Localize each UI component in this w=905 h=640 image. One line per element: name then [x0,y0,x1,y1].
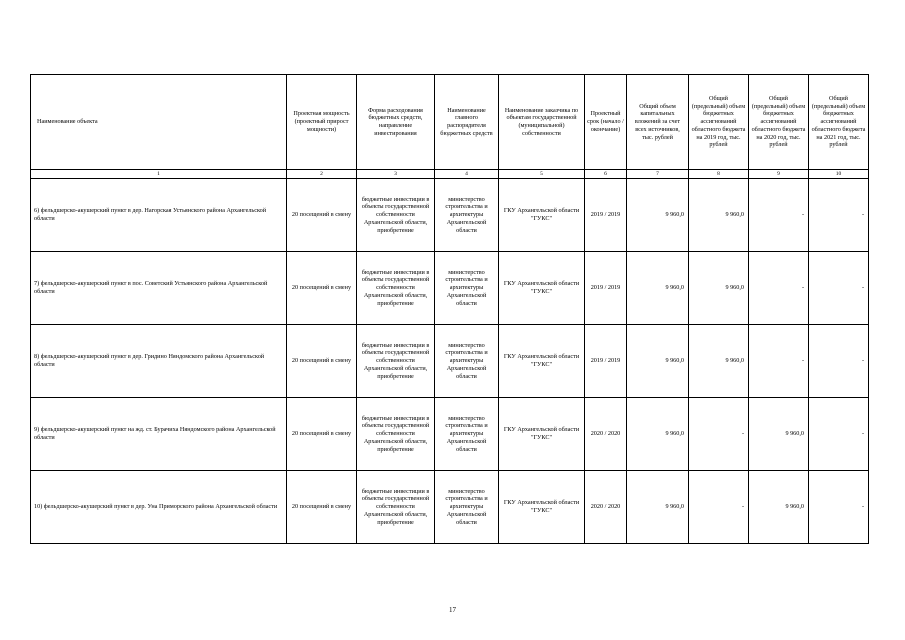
table-row [31,179,869,252]
table-row [31,252,869,325]
budget-manager-cell: министерство строительства и архитектуры Архангельской области [435,252,499,325]
capacity-cell: 20 посещений в смену [287,325,357,398]
object-name-cell: 6) фельдшерско-акушерский пункт в дер. Нагорская Устьянского района Архангельской области [31,179,287,252]
budget-2020-cell: - [749,325,809,398]
table-row [31,471,869,544]
spending-form-cell: бюджетные инвестиции в объекты государственной собственности Архангельской области, приобретение [357,325,435,398]
header-budget-2020: Общий (предельный) объем бюджетных ассигнований областного бюджета на 2020 год, тыс. рублей [749,75,809,170]
table-row [31,325,869,398]
table-row [31,398,869,471]
budget-2021-cell: - [809,398,869,471]
capacity-cell: 20 посещений в смену [287,398,357,471]
budget-2020-cell: 9 960,0 [749,471,809,544]
budget-2019-cell: - [689,471,749,544]
budget-2020-cell: - [749,179,809,252]
page-number: 17 [449,606,456,614]
total-cell: 9 960,0 [627,179,689,252]
customer-cell: ГКУ Архангельской области "ГУКС" [499,471,585,544]
column-number: 8 [689,170,749,179]
column-number: 2 [287,170,357,179]
spending-form-cell: бюджетные инвестиции в объекты государственной собственности Архангельской области, приобретение [357,179,435,252]
budget-2020-cell: - [749,252,809,325]
budget-2021-cell: - [809,471,869,544]
budget-2021-cell: - [809,179,869,252]
term-cell: 2020 / 2020 [585,471,627,544]
column-number: 10 [809,170,869,179]
header-customer: Наименование заказчика по объектам государственной (муниципальной) собственности [499,75,585,170]
budget-2021-cell: - [809,325,869,398]
capacity-cell: 20 посещений в смену [287,471,357,544]
budget-manager-cell: министерство строительства и архитектуры Архангельской области [435,471,499,544]
term-cell: 2019 / 2019 [585,252,627,325]
spending-form-cell: бюджетные инвестиции в объекты государственной собственности Архангельской области, приобретение [357,252,435,325]
column-number: 7 [627,170,689,179]
header-row [31,75,869,170]
total-cell: 9 960,0 [627,325,689,398]
object-name-cell: 9) фельдшерско-акушерский пункт на жд. ст. Бурачиха Няндомского района Архангельской области [31,398,287,471]
budget-2020-cell: 9 960,0 [749,398,809,471]
budget-2019-cell: 9 960,0 [689,179,749,252]
capacity-cell: 20 посещений в смену [287,252,357,325]
term-cell: 2019 / 2019 [585,179,627,252]
column-number: 1 [31,170,287,179]
column-number: 9 [749,170,809,179]
header-total-investment: Общий объем капитальных вложений за счет всех источников, тыс. рублей [627,75,689,170]
investment-table [30,74,869,544]
object-name-cell: 10) фельдшерско-акушерский пункт в дер. Уна Приморского района Архангельской области [31,471,287,544]
budget-2019-cell: 9 960,0 [689,252,749,325]
header-budget-2019: Общий (предельный) объем бюджетных ассигнований областного бюджета на 2019 год, тыс. рублей [689,75,749,170]
header-object-name: Наименование объекта [31,75,287,170]
header-term: Проектный срок (начало / окончание) [585,75,627,170]
column-number: 6 [585,170,627,179]
spending-form-cell: бюджетные инвестиции в объекты государственной собственности Архангельской области, приобретение [357,471,435,544]
budget-2019-cell: 9 960,0 [689,325,749,398]
budget-2019-cell: - [689,398,749,471]
budget-2021-cell: - [809,252,869,325]
term-cell: 2019 / 2019 [585,325,627,398]
budget-manager-cell: министерство строительства и архитектуры Архангельской области [435,398,499,471]
budget-manager-cell: министерство строительства и архитектуры Архангельской области [435,325,499,398]
customer-cell: ГКУ Архангельской области "ГУКС" [499,325,585,398]
capacity-cell: 20 посещений в смену [287,179,357,252]
spending-form-cell: бюджетные инвестиции в объекты государственной собственности Архангельской области, приобретение [357,398,435,471]
column-number: 5 [499,170,585,179]
header-capacity: Проектная мощность (проектный прирост мощности) [287,75,357,170]
customer-cell: ГКУ Архангельской области "ГУКС" [499,179,585,252]
column-number-row [31,170,869,179]
header-budget-manager: Наименование главного распорядителя бюджетных средств [435,75,499,170]
object-name-cell: 7) фельдшерско-акушерский пункт в пос. Советский Устьянского района Архангельской области [31,252,287,325]
total-cell: 9 960,0 [627,471,689,544]
object-name-cell: 8) фельдшерско-акушерский пункт в дер. Гридино Няндомского района Архангельской области [31,325,287,398]
header-spending-form: Форма расходования бюджетных средств, направление инвестирования [357,75,435,170]
customer-cell: ГКУ Архангельской области "ГУКС" [499,252,585,325]
total-cell: 9 960,0 [627,398,689,471]
term-cell: 2020 / 2020 [585,398,627,471]
customer-cell: ГКУ Архангельской области "ГУКС" [499,398,585,471]
column-number: 3 [357,170,435,179]
column-number: 4 [435,170,499,179]
header-budget-2021: Общий (предельный) объем бюджетных ассигнований областного бюджета на 2021 год, тыс. рублей [809,75,869,170]
budget-manager-cell: министерство строительства и архитектуры Архангельской области [435,179,499,252]
total-cell: 9 960,0 [627,252,689,325]
